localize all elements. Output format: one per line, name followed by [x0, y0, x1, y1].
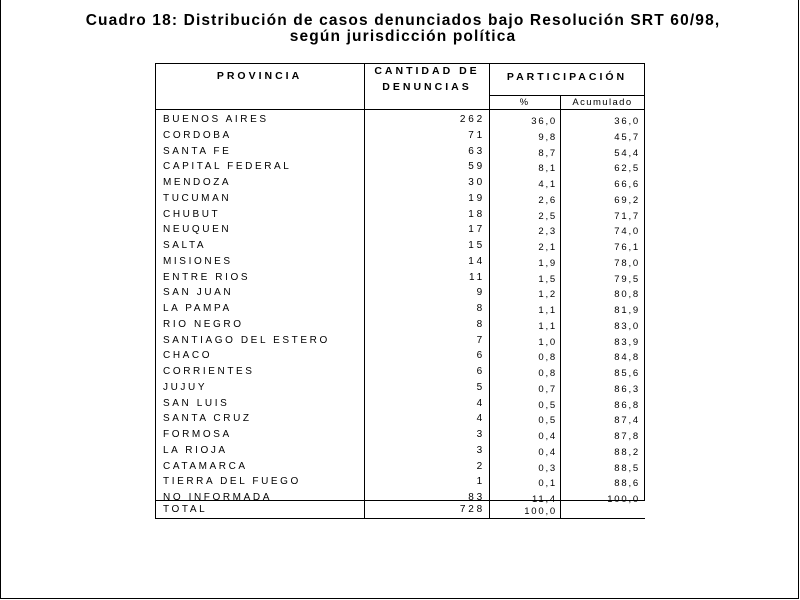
cell-cantidad: 2 — [476, 460, 485, 472]
table-row — [155, 207, 645, 223]
cell-pct: 0,5 — [538, 415, 557, 427]
cell-pct: 2,3 — [538, 226, 557, 238]
table-row — [155, 301, 645, 317]
cell-cantidad: 15 — [468, 240, 485, 251]
cell-cantidad: 7 — [476, 334, 485, 346]
cell-provincia: TIERRA DEL FUEGO — [163, 476, 301, 488]
cell-acumulado: 76,1 — [614, 242, 640, 253]
table-row — [155, 191, 645, 207]
cell-acumulado: 100,0 — [607, 494, 640, 505]
cell-provincia: CAPITAL FEDERAL — [163, 161, 292, 173]
table-body — [155, 112, 645, 506]
cell-cantidad: 262 — [459, 114, 485, 125]
cell-cantidad: 3 — [476, 444, 485, 456]
cell-provincia: LA RIOJA — [163, 444, 228, 456]
cell-cantidad: 83 — [468, 492, 485, 503]
table-row — [155, 128, 645, 144]
cell-acumulado: 36,0 — [614, 116, 640, 127]
cell-cantidad: 3 — [476, 429, 485, 440]
header-cantidad-line1: CANTIDAD DE — [374, 65, 480, 77]
table-top-border — [155, 63, 645, 64]
cell-acumulado: 62,5 — [614, 163, 640, 175]
cell-cantidad: 1 — [476, 476, 485, 488]
table-row — [155, 285, 645, 301]
cell-acumulado: 78,0 — [614, 257, 640, 269]
cell-acumulado: 88,6 — [614, 478, 640, 490]
cell-cantidad: 18 — [468, 208, 485, 220]
cell-cantidad: 71 — [468, 129, 485, 141]
table-row — [155, 238, 645, 254]
cell-pct: 0,7 — [538, 383, 557, 395]
cell-pct: 4,1 — [538, 179, 557, 190]
header-bottom-rule — [155, 109, 645, 110]
cell-acumulado: 83,9 — [614, 336, 640, 348]
table-row — [155, 144, 645, 160]
cell-pct: 0,3 — [538, 462, 557, 474]
cell-cantidad: 8 — [476, 318, 485, 330]
cell-provincia: SANTA CRUZ — [163, 413, 252, 425]
cell-cantidad: 17 — [468, 224, 485, 236]
cell-cantidad: 9 — [476, 287, 485, 299]
header-cantidad-line2: DENUNCIAS — [382, 81, 472, 93]
cell-cantidad: 59 — [468, 161, 485, 173]
cell-provincia: BUENOS AIRES — [163, 114, 269, 125]
cell-provincia: CHACO — [163, 350, 213, 362]
cell-acumulado: 79,5 — [614, 273, 640, 285]
cell-provincia: NO INFORMADA — [163, 492, 272, 503]
cell-provincia: FORMOSA — [163, 429, 232, 440]
cell-cantidad: 11 — [469, 271, 485, 283]
cell-provincia: CORDOBA — [163, 129, 232, 141]
cell-provincia: MISIONES — [163, 255, 233, 267]
cell-cantidad: 8 — [476, 303, 485, 314]
table-row — [155, 411, 645, 427]
title-line-1: Cuadro 18: Distribución de casos denunciados bajo Resolución SRT 60/98, — [85, 12, 721, 29]
cell-acumulado: 81,9 — [614, 305, 640, 316]
cell-acumulado: 87,8 — [614, 431, 640, 442]
cell-acumulado: 80,8 — [614, 289, 640, 301]
cell-pct: 0,5 — [538, 399, 557, 411]
cell-cantidad: 30 — [468, 177, 485, 188]
cell-provincia: SAN LUIS — [163, 397, 230, 409]
cell-pct: 1,1 — [538, 305, 557, 316]
cell-acumulado: 86,8 — [614, 399, 640, 411]
table-row — [155, 443, 645, 459]
table-row — [155, 348, 645, 364]
table-row — [155, 333, 645, 349]
table-row — [155, 254, 645, 270]
cell-acumulado: 74,0 — [614, 226, 640, 238]
cell-acumulado: 69,2 — [614, 194, 640, 206]
cell-provincia: CATAMARCA — [163, 460, 248, 472]
cell-pct: 9,8 — [538, 131, 557, 143]
cell-provincia: LA PAMPA — [163, 303, 232, 314]
cell-pct: 1,1 — [538, 320, 557, 332]
cell-provincia: TUCUMAN — [163, 192, 232, 204]
cell-pct: 0,8 — [538, 368, 557, 379]
cell-provincia: SANTA FE — [163, 145, 232, 157]
cell-acumulado: 83,0 — [614, 320, 640, 332]
participacion-subrule — [489, 95, 645, 96]
cell-acumulado: 84,8 — [614, 352, 640, 364]
cell-cantidad: 14 — [468, 255, 485, 267]
cell-provincia: CORRIENTES — [163, 366, 255, 377]
table-row — [155, 474, 645, 490]
cell-acumulado: 88,2 — [614, 446, 640, 458]
cell-pct: 0,8 — [538, 352, 557, 364]
cell-cantidad: 4 — [476, 413, 485, 425]
cell-pct: 1,5 — [538, 273, 557, 285]
cell-acumulado: 86,3 — [614, 383, 640, 395]
cell-acumulado: 45,7 — [614, 131, 640, 143]
cell-provincia: SALTA — [163, 240, 207, 251]
data-table — [155, 63, 645, 519]
cell-pct: 1,9 — [538, 257, 557, 269]
cell-pct: 36,0 — [531, 116, 557, 127]
table-row — [155, 112, 645, 128]
total-cantidad: 728 — [459, 504, 485, 515]
header-acumulado: Acumulado — [572, 97, 633, 108]
cell-pct: 2,5 — [538, 210, 557, 222]
cell-acumulado: 87,4 — [614, 415, 640, 427]
cell-cantidad: 6 — [476, 366, 485, 377]
table-row — [155, 175, 645, 191]
cell-cantidad: 4 — [476, 397, 485, 409]
cell-provincia: MENDOZA — [163, 177, 232, 188]
table-row — [155, 317, 645, 333]
cell-pct: 2,6 — [538, 194, 557, 206]
cell-provincia: NEUQUEN — [163, 224, 232, 236]
cell-pct: 0,4 — [538, 446, 557, 458]
page-title — [0, 13, 800, 45]
total-row — [155, 501, 645, 519]
table-row — [155, 427, 645, 443]
cell-pct: 8,7 — [538, 147, 557, 159]
cell-acumulado: 54,4 — [614, 147, 640, 159]
header-pct: % — [519, 97, 530, 108]
cell-cantidad: 6 — [476, 350, 485, 362]
cell-provincia: CHUBUT — [163, 208, 221, 220]
header-provincia: PROVINCIA — [216, 70, 303, 82]
total-pct: 100,0 — [524, 506, 557, 517]
cell-acumulado: 71,7 — [614, 210, 640, 222]
cell-cantidad: 5 — [476, 381, 485, 393]
cell-pct: 0,1 — [538, 478, 557, 490]
cell-acumulado: 88,5 — [614, 462, 640, 474]
cell-pct: 2,1 — [538, 242, 557, 253]
table-row — [155, 380, 645, 396]
table-row — [155, 459, 645, 475]
cell-pct: 0,4 — [538, 431, 557, 442]
table-row — [155, 222, 645, 238]
cell-cantidad: 63 — [468, 145, 485, 157]
header-participacion: PARTICIPACIÓN — [506, 71, 628, 83]
cell-pct: 1,2 — [538, 289, 557, 301]
table-row — [155, 159, 645, 175]
cell-cantidad: 19 — [468, 192, 485, 204]
title-line-2: según jurisdicción política — [289, 28, 517, 45]
cell-pct: 11,4 — [532, 494, 557, 505]
cell-acumulado: 66,6 — [614, 179, 640, 190]
cell-provincia: RIO NEGRO — [163, 318, 244, 330]
cell-provincia: SAN JUAN — [163, 287, 234, 299]
cell-provincia: SANTIAGO DEL ESTERO — [163, 334, 330, 346]
cell-pct: 1,0 — [538, 336, 557, 348]
cell-provincia: ENTRE RIOS — [163, 271, 251, 283]
cell-provincia: JUJUY — [163, 381, 208, 393]
table-row — [155, 396, 645, 412]
table-row — [155, 270, 645, 286]
total-label: TOTAL — [163, 504, 208, 515]
cell-pct: 8,1 — [538, 163, 557, 175]
cell-acumulado: 85,6 — [614, 368, 640, 379]
table-row — [155, 364, 645, 380]
